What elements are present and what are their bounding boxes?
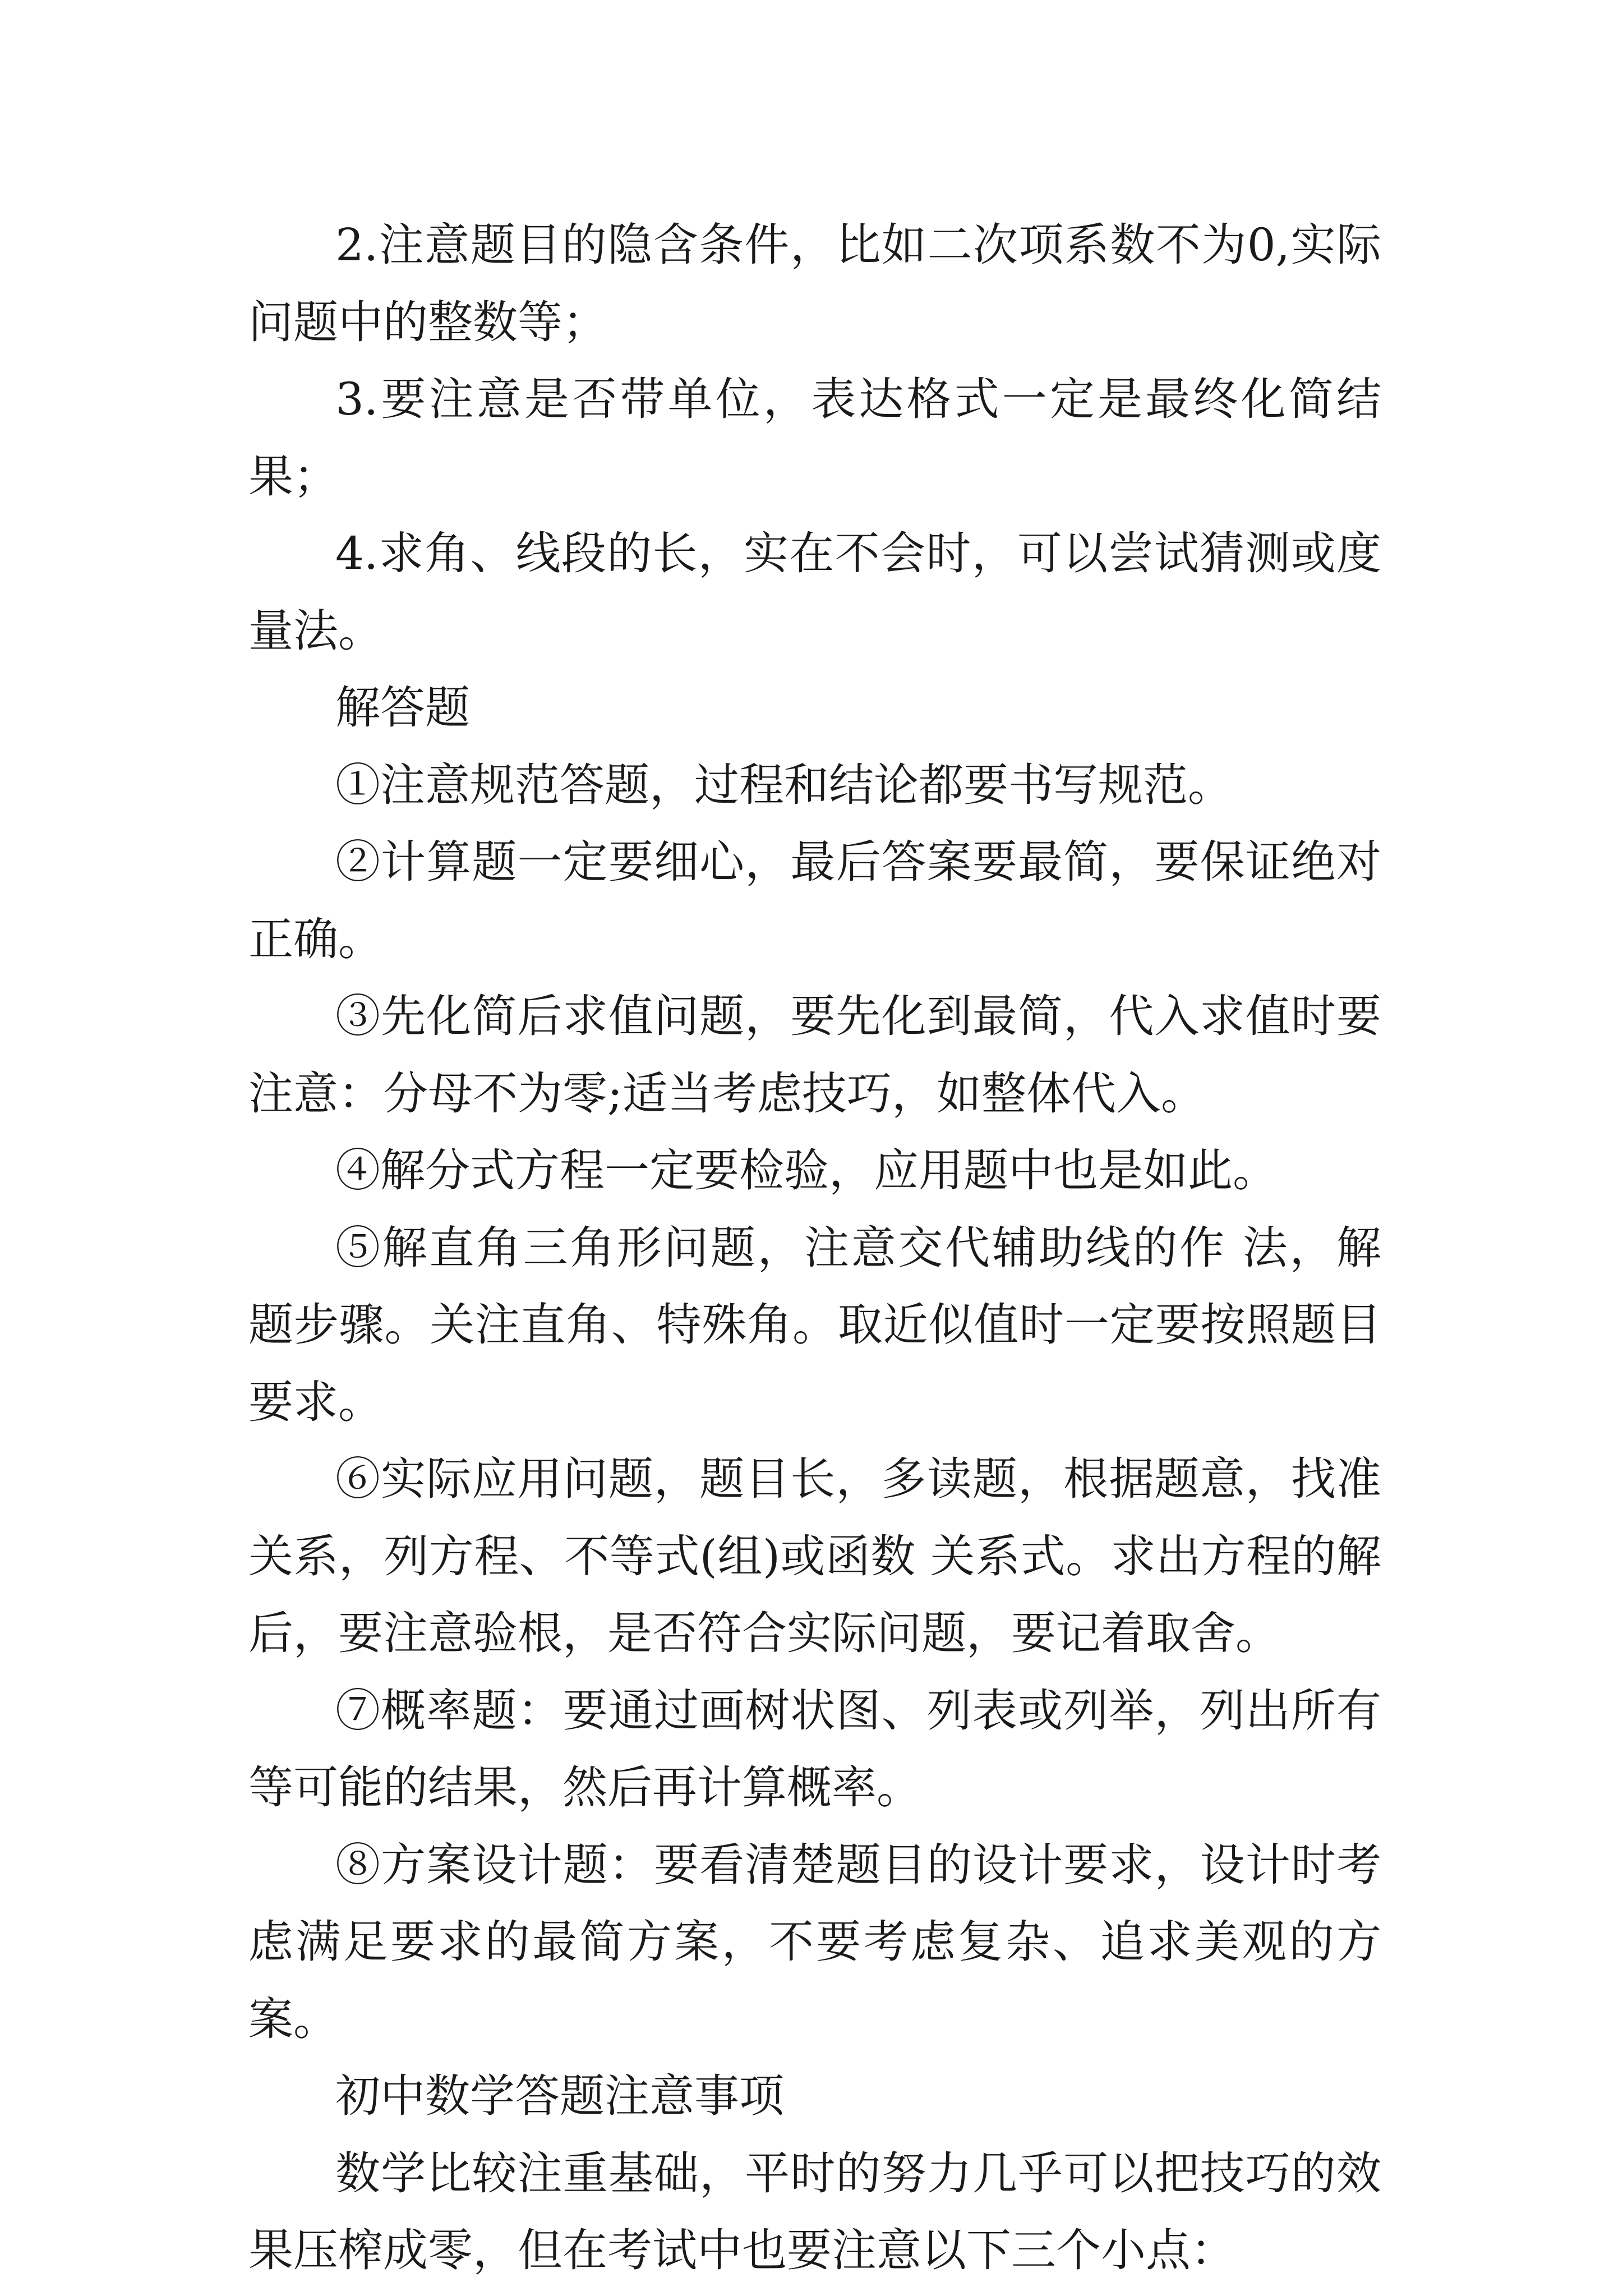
paragraph-units: 3.要注意是否带单位，表达格式一定是最终化简结果； bbox=[248, 373, 1381, 503]
document-body bbox=[248, 206, 1381, 2289]
paragraph-item-5: ⑤解直角三角形问题，注意交代辅助线的作 法，解题步骤。关注直角、特殊角。取近似值时一定要按照题目要求。 bbox=[248, 1221, 1381, 1428]
paragraph-item-1: ①注意规范答题，过程和结论都要书写规范。 bbox=[335, 758, 1233, 811]
paragraph-hidden-conditions: 2.注意题目的隐含条件，比如二次项系数不为0,实际问题中的整数等； bbox=[248, 219, 1381, 348]
section-heading-exam-notes: 初中数学答题注意事项 bbox=[335, 2070, 784, 2122]
paragraph-item-3: ③先化简后求值问题，要先化到最简，代入求值时要注意：分母不为零;适当考虑技巧，如整体代入。 bbox=[248, 990, 1381, 1120]
paragraph-item-2: ②计算题一定要细心，最后答案要最简，要保证绝对正确。 bbox=[248, 836, 1381, 965]
paragraph-basics: 数学比较注重基础，平时的努力几乎可以把技巧的效果压榨成零，但在考试中也要注意以下三个小点： bbox=[248, 2147, 1381, 2276]
paragraph-item-8: ⑧方案设计题：要看清楚题目的设计要求，设计时考虑满足要求的最简方案，不要考虑复杂、追求美观的方案。 bbox=[248, 1838, 1381, 2045]
paragraph-item-4: ④解分式方程一定要检验，应用题中也是如此。 bbox=[335, 1144, 1278, 1197]
section-heading-answer-questions: 解答题 bbox=[335, 682, 470, 734]
paragraph-item-7: ⑦概率题：要通过画树状图、列表或列举，列出所有等可能的结果，然后再计算概率。 bbox=[248, 1684, 1381, 1814]
paragraph-item-6: ⑥实际应用问题，题目长，多读题，根据题意，找准关系，列方程、不等式(组)或函数 关系式。求出方程的解后，要注意验根，是否符合实际问题，要记着取舍。 bbox=[248, 1453, 1381, 1659]
paragraph-angles-lengths: 4.求角、线段的长，实在不会时，可以尝试猜测或度量法。 bbox=[248, 527, 1381, 657]
